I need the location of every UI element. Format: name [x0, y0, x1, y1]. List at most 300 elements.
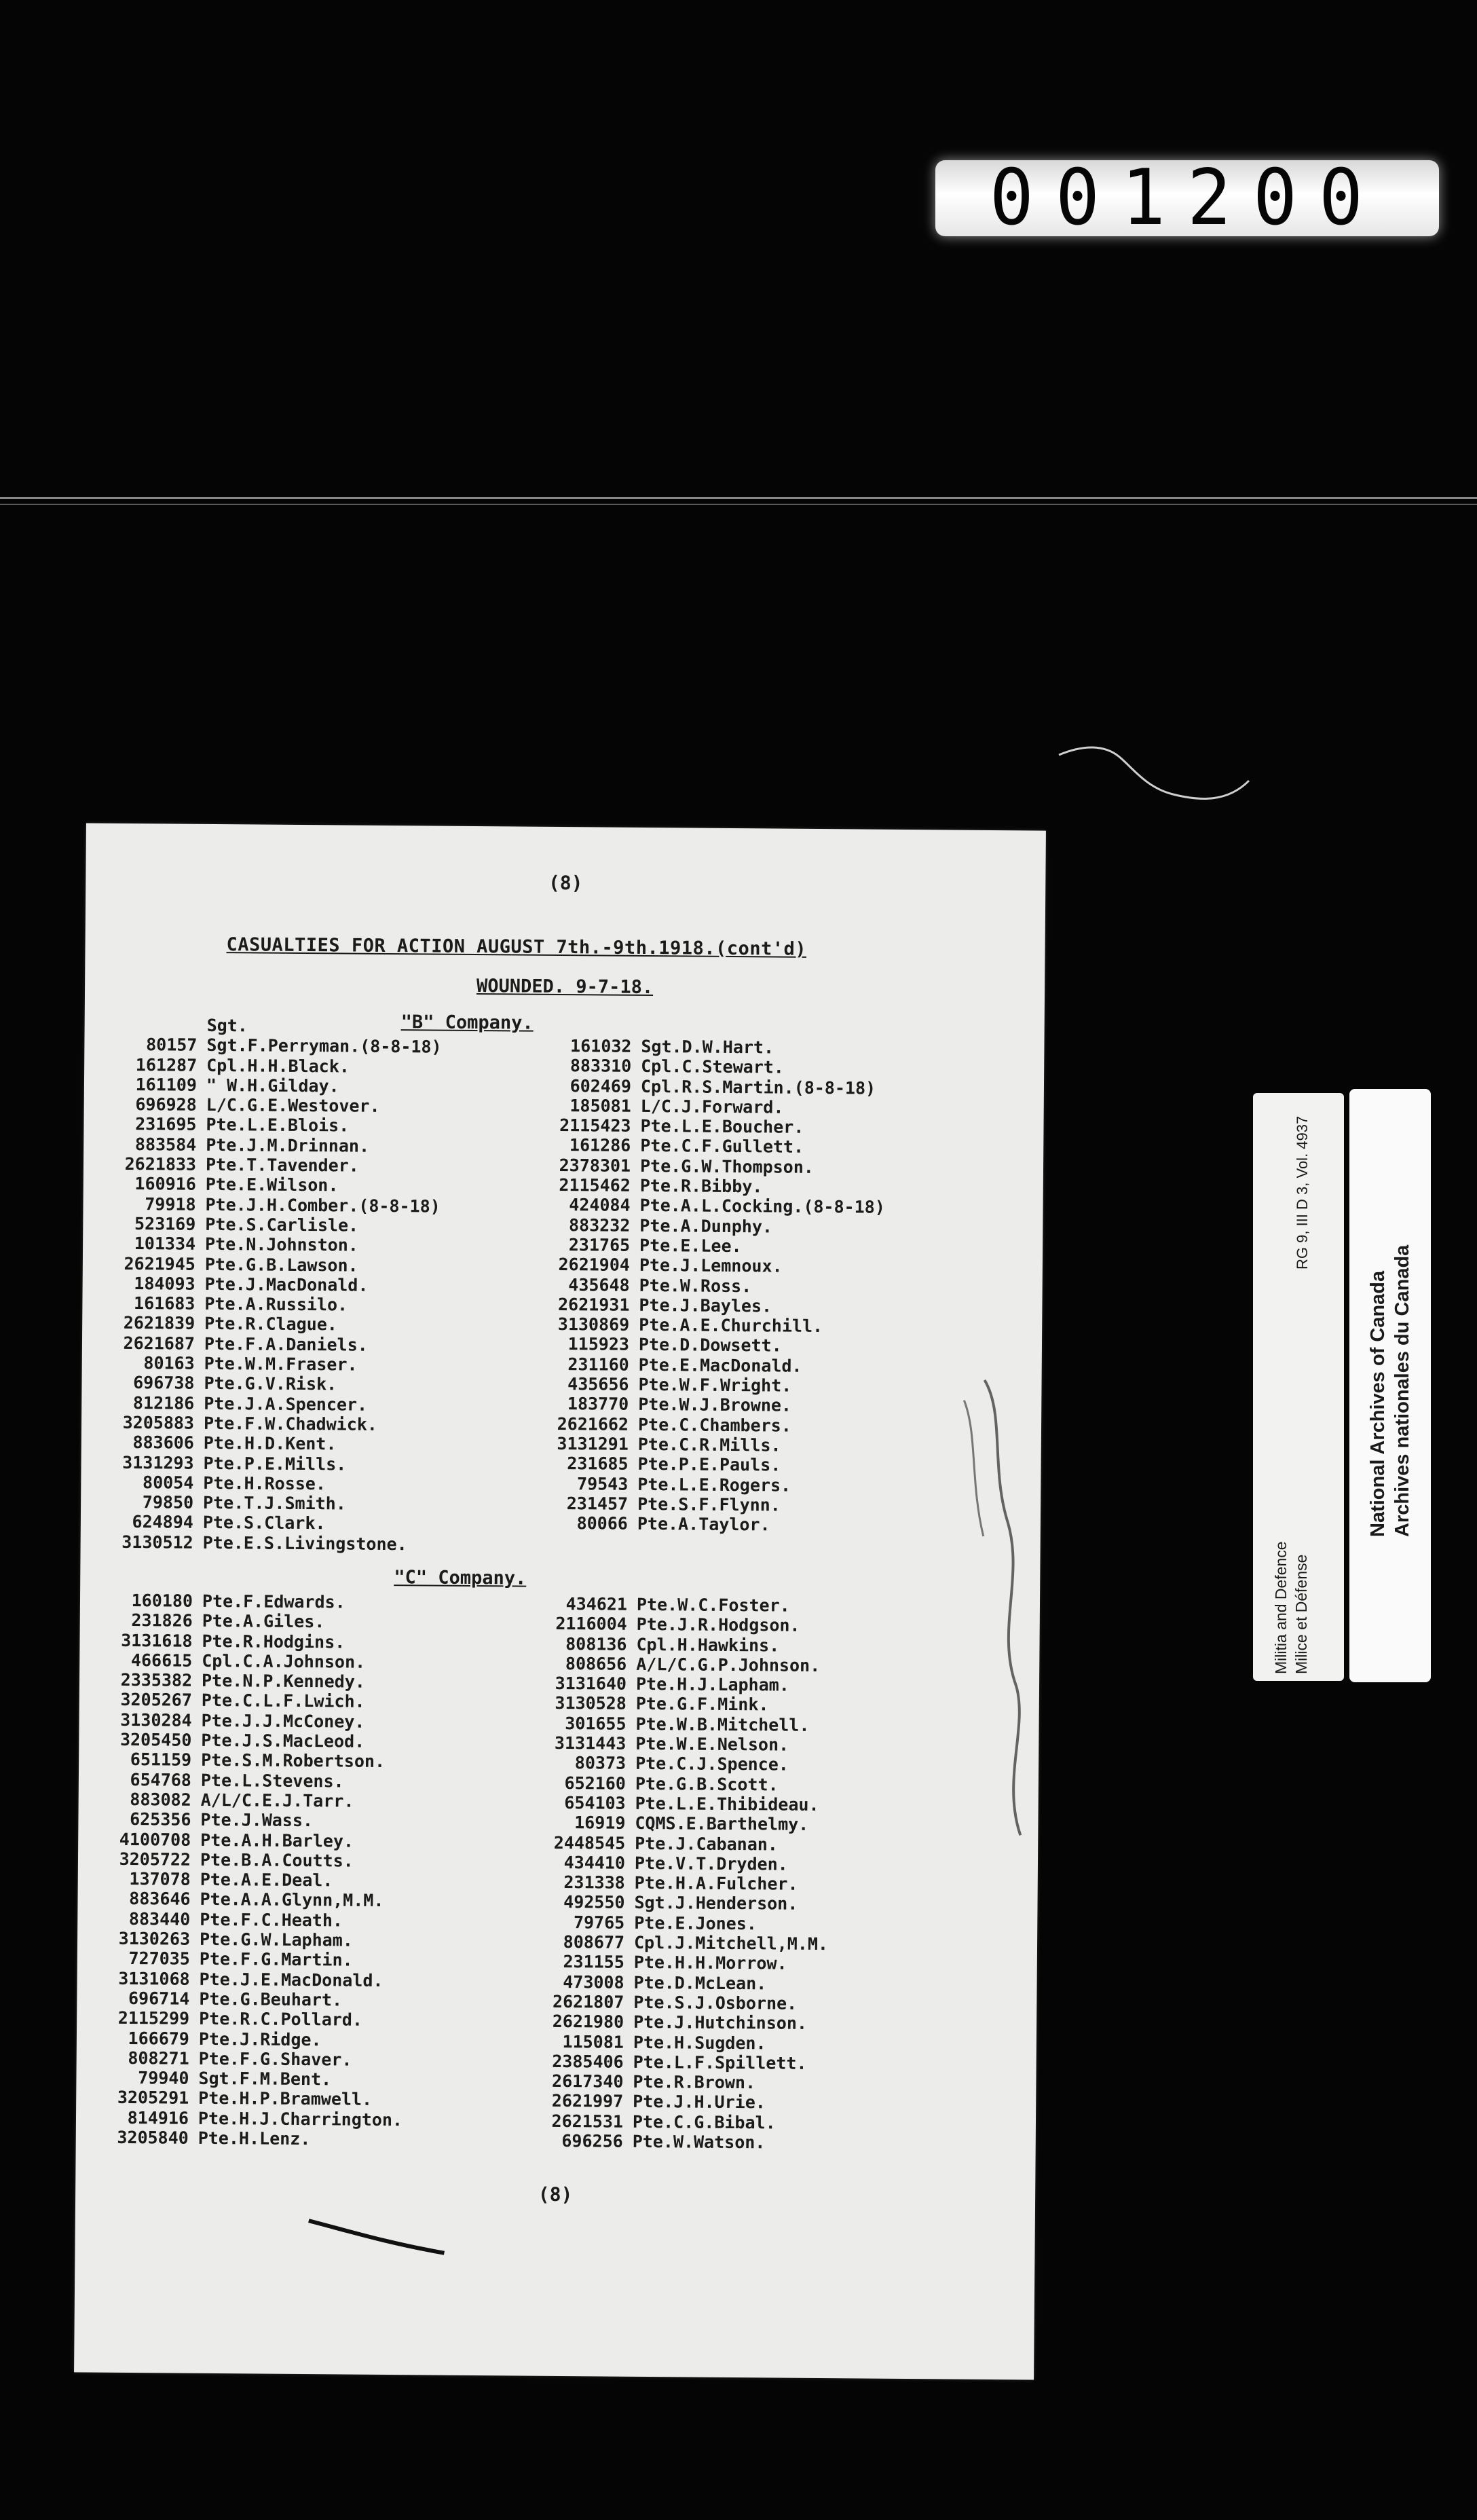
regimental-number: 2385406	[552, 2051, 624, 2072]
regimental-number: 651159	[130, 1749, 192, 1771]
casualty-entry	[115, 1293, 439, 1316]
regimental-number: 434410	[563, 1852, 626, 1873]
regimental-number: 435656	[567, 1374, 629, 1394]
soldier-name: Pte.G.V.Risk.	[204, 1373, 337, 1394]
soldier-name: Pte.L.F.Spillett.	[633, 2052, 807, 2073]
soldier-name: Pte.J.Wass.	[200, 1810, 314, 1831]
regimental-number: 2115462	[559, 1175, 631, 1196]
regimental-number: 115923	[567, 1334, 630, 1355]
casualty-entry	[109, 2068, 403, 2090]
soldier-name: Pte.F.W.Chadwick.	[203, 1413, 378, 1434]
casualty-entry	[117, 1015, 442, 1037]
casualty-entry	[113, 1472, 438, 1495]
regimental-number: 3131068	[118, 1968, 190, 1989]
film-scratch	[1058, 740, 1254, 808]
casualty-entry	[116, 1134, 441, 1157]
soldier-name: Pte.G.F.Mink.	[635, 1694, 769, 1715]
soldier-name: Pte.W.Watson.	[632, 2131, 766, 2153]
casualty-entry	[116, 1154, 441, 1176]
casualty-entry	[112, 1670, 406, 1692]
soldier-name: Pte.E.S.Livingstone.	[202, 1532, 407, 1554]
soldier-name: Cpl.H.Hawkins.	[636, 1634, 780, 1656]
soldier-name: Pte.D.McLean.	[633, 1972, 767, 1994]
casualty-entry	[113, 1492, 438, 1515]
casualty-entry	[111, 1869, 405, 1891]
soldier-name: Pte.A.Russilo.	[204, 1294, 348, 1315]
casualty-entry	[548, 1473, 882, 1496]
regimental-number: 2335382	[120, 1670, 193, 1690]
soldier-name: Pte.J.M.Drinnan.	[206, 1134, 370, 1156]
regimental-number: 652160	[564, 1773, 627, 1794]
casualty-entry	[115, 1234, 440, 1256]
soldier-name: Pte.W.J.Browne.	[638, 1394, 792, 1416]
casualty-entry	[544, 1892, 828, 1914]
casualty-entry	[110, 1909, 404, 1931]
regimental-number: 231826	[131, 1610, 193, 1631]
regimental-number: 3205722	[119, 1849, 191, 1870]
soldier-name: Pte.A.L.Cocking.(8-8-18)	[639, 1196, 885, 1218]
soldier-name: Pte.H.H.Morrow.	[633, 1952, 787, 1974]
casualty-entry	[110, 1929, 404, 1951]
archive-name-card	[1349, 1089, 1431, 1682]
regimental-number: 161683	[134, 1293, 195, 1314]
archive-reference: RG 9, III D 3, Vol. 4937	[1294, 1115, 1311, 1270]
regimental-number: 424084	[569, 1195, 631, 1216]
casualty-entry	[545, 1832, 829, 1855]
document-title: CASUALTIES FOR ACTION AUGUST 7th.-9th.1918.(cont'd)	[226, 934, 807, 960]
soldier-name: Pte.F.Edwards.	[202, 1591, 345, 1612]
soldier-name: Pte.E.Wilson.	[205, 1174, 339, 1196]
casualty-entry	[115, 1353, 439, 1375]
casualty-entry	[110, 1889, 404, 1911]
soldier-name: L/C.J.Forward.	[640, 1096, 784, 1117]
soldier-name: Pte.A.E.Deal.	[200, 1870, 333, 1891]
casualty-entry	[550, 1115, 885, 1138]
frame-number: 001200	[989, 153, 1385, 243]
soldier-name: Pte.F.A.Daniels.	[204, 1333, 368, 1355]
soldier-name: Pte.J.H.Comber.(8-8-18)	[205, 1194, 441, 1217]
casualty-entry	[113, 1532, 438, 1555]
casualty-entry	[546, 1733, 829, 1756]
soldier-name: Pte.R.Hodgins.	[202, 1631, 345, 1652]
casualty-entry	[543, 2091, 827, 2113]
soldier-name: Pte.W.B.Mitchell.	[635, 1713, 810, 1735]
regimental-number: 2621833	[124, 1154, 197, 1174]
casualty-entry	[544, 1952, 828, 1974]
regimental-number: 231160	[567, 1354, 629, 1375]
casualty-entry	[550, 1274, 884, 1297]
soldier-name: Pte.A.Giles.	[202, 1611, 325, 1632]
regimental-number: 2621687	[123, 1333, 195, 1354]
soldier-name: Pte.H.Sugden.	[633, 2032, 766, 2053]
soldier-name: Pte.F.G.Martin.	[199, 1949, 353, 1970]
soldier-name: Pte.H.J.Charrington.	[198, 2108, 403, 2130]
soldier-name: Pte.A.Taylor.	[637, 1514, 770, 1535]
regimental-number: 696256	[561, 2131, 623, 2151]
soldier-name: Pte.D.Dowsett.	[638, 1335, 782, 1356]
casualty-entry	[109, 2108, 403, 2130]
casualty-entry	[548, 1394, 883, 1416]
soldier-name: Pte.F.C.Heath.	[200, 1909, 343, 1931]
casualty-entry	[115, 1333, 439, 1356]
casualty-entry	[114, 1392, 438, 1415]
regimental-number: 435648	[568, 1274, 630, 1295]
casualty-entry	[117, 1094, 441, 1117]
ink-stroke	[305, 2217, 448, 2259]
casualty-entry	[544, 1992, 827, 2014]
casualty-entry	[110, 1968, 404, 1990]
casualty-entry	[546, 1673, 830, 1696]
regimental-number: 80373	[574, 1753, 627, 1774]
soldier-name: Pte.G.W.Lapham.	[199, 1929, 353, 1950]
casualty-entry	[112, 1630, 406, 1652]
regimental-number: 808656	[565, 1653, 627, 1674]
regimental-number: 80163	[143, 1353, 195, 1373]
regimental-number: 183770	[567, 1394, 629, 1415]
soldier-name: Cpl.H.H.Black.	[206, 1055, 350, 1077]
casualty-entry	[112, 1650, 406, 1673]
casualty-entry	[109, 1988, 403, 2011]
casualty-entry	[550, 1135, 885, 1157]
film-separator-line-2	[0, 504, 1477, 505]
casualty-entry	[111, 1829, 405, 1851]
document-subtitle: WOUNDED. 9-7-18.	[476, 976, 654, 999]
soldier-name: Sgt.F.M.Bent.	[198, 2068, 332, 2090]
soldier-name: L/C.G.E.Westover.	[206, 1095, 380, 1117]
soldier-name: Sgt.D.W.Hart.	[641, 1036, 774, 1058]
casualty-entry	[112, 1690, 406, 1712]
casualty-entry	[116, 1174, 441, 1196]
soldier-name: Pte.J.Lemnoux.	[639, 1255, 783, 1276]
regimental-number: 883232	[568, 1215, 631, 1236]
soldier-name: A/L/C.E.J.Tarr.	[200, 1790, 354, 1811]
regimental-number: 654103	[564, 1793, 626, 1813]
soldier-name: CQMS.E.Barthelmy.	[635, 1813, 809, 1835]
casualty-entry	[546, 1693, 830, 1716]
film-separator-line	[0, 497, 1477, 499]
soldier-name: Pte.E.MacDonald.	[638, 1354, 802, 1376]
regimental-number: 3130512	[121, 1532, 193, 1553]
casualty-entry	[548, 1494, 882, 1516]
company-c-right-column	[543, 1594, 831, 2153]
soldier-name: Pte.T.Tavender.	[205, 1154, 359, 1176]
regimental-number: 115081	[562, 2031, 624, 2052]
regimental-number: 3130263	[118, 1928, 191, 1949]
soldier-name: Pte.E.Lee.	[639, 1235, 742, 1257]
regimental-number: 80066	[576, 1513, 629, 1534]
page-number-bottom: (8)	[538, 2183, 573, 2206]
soldier-name: Pte.C.J.Spence.	[635, 1754, 789, 1775]
soldier-name: Pte.B.A.Coutts.	[200, 1849, 354, 1871]
soldier-name: Pte.H.J.Lapham.	[635, 1674, 789, 1695]
regimental-number: 161287	[135, 1054, 198, 1075]
casualty-entry	[548, 1453, 882, 1476]
soldier-name: Pte.H.D.Kent.	[203, 1433, 337, 1454]
soldier-name: Pte.A.Dunphy.	[639, 1215, 773, 1237]
soldier-name: Pte.J.H.Urie.	[633, 2092, 766, 2113]
casualty-entry	[109, 2048, 403, 2071]
regimental-number: 654768	[130, 1769, 192, 1790]
casualty-entry	[543, 2071, 827, 2094]
regimental-number: 602469	[569, 1075, 632, 1096]
soldier-name: Pte.G.W.Thompson.	[639, 1155, 815, 1177]
soldier-name: A/L/C.G.P.Johnson.	[636, 1654, 821, 1675]
casualty-entry	[114, 1373, 438, 1395]
regimental-number: 696928	[135, 1094, 197, 1115]
soldier-name: Pte.C.G.Bibal.	[632, 2111, 776, 2133]
soldier-name: Pte.C.L.F.Lwich.	[201, 1690, 365, 1712]
soldier-name: Pte.W.E.Nelson.	[635, 1733, 789, 1755]
casualty-entry	[544, 1912, 828, 1935]
regimental-number: 80054	[142, 1472, 194, 1493]
regimental-number: 883082	[130, 1790, 191, 1810]
regimental-number: 16919	[574, 1813, 626, 1834]
soldier-name: Pte.H.P.Bramwell.	[198, 2088, 373, 2110]
regimental-number: 185081	[569, 1095, 631, 1116]
soldier-name: Pte.G.B.Scott.	[635, 1773, 779, 1795]
soldier-name: Pte.C.F.Gullett.	[640, 1136, 804, 1157]
soldier-name: Pte.H.Rosse.	[203, 1472, 326, 1494]
soldier-name: Sgt.	[206, 1015, 248, 1036]
casualty-entry	[544, 1971, 827, 1994]
regimental-number: 301655	[565, 1713, 627, 1734]
casualty-entry	[115, 1313, 439, 1335]
page-number-top: (8)	[548, 871, 583, 895]
casualty-entry	[546, 1793, 829, 1815]
regimental-number: 3130284	[120, 1709, 192, 1730]
regimental-number: 79850	[142, 1492, 194, 1513]
regimental-number: 80157	[146, 1035, 198, 1056]
casualty-entry	[114, 1432, 438, 1455]
casualty-entry	[548, 1374, 883, 1396]
regimental-number: 160916	[134, 1174, 196, 1195]
casualty-entry	[551, 1096, 886, 1118]
soldier-name: Pte.J.Cabanan.	[635, 1833, 779, 1855]
regimental-number: 808136	[565, 1633, 627, 1654]
casualty-entry	[544, 2052, 827, 2074]
soldier-name: Pte.S.Carlisle.	[205, 1214, 359, 1236]
regimental-number: 466615	[130, 1650, 193, 1671]
soldier-name: Pte.P.E.Pauls.	[637, 1454, 781, 1475]
soldier-name: Pte.J.E.MacDonald.	[199, 1969, 384, 1990]
regimental-number: 2617340	[551, 2071, 624, 2092]
regimental-number: 137078	[129, 1869, 191, 1889]
soldier-name: Cpl.R.S.Martin.(8-8-18)	[640, 1076, 876, 1098]
soldier-name: Pte.P.E.Mills.	[203, 1453, 347, 1475]
soldier-name: Pte.L.E.Boucher.	[640, 1116, 804, 1137]
casualty-entry	[543, 2111, 827, 2134]
casualty-entry	[109, 2028, 403, 2050]
soldier-name: Pte.J.MacDonald.	[204, 1274, 369, 1295]
casualty-entry	[111, 1790, 405, 1812]
regimental-number: 3131618	[121, 1630, 193, 1651]
regimental-number: 231765	[568, 1235, 631, 1255]
soldier-name: Pte.A.H.Barley.	[200, 1830, 354, 1851]
regimental-number: 625356	[130, 1809, 191, 1830]
soldier-name: Pte.V.T.Dryden.	[634, 1853, 788, 1874]
company-b-right-column	[548, 1036, 886, 1536]
regimental-number: 2621839	[123, 1313, 195, 1334]
casualty-entry	[551, 1036, 886, 1058]
casualty-entry	[109, 2008, 403, 2031]
soldier-name: Pte.E.Jones.	[634, 1912, 758, 1934]
soldier-name: Pte.L.E.Blois.	[206, 1115, 350, 1136]
casualty-entry	[548, 1414, 883, 1437]
soldier-name: Pte.N.Johnston.	[205, 1234, 359, 1255]
soldier-name: Sgt.J.Henderson.	[634, 1893, 798, 1914]
soldier-name: Pte.J.A.Spencer.	[204, 1393, 368, 1415]
regimental-number: 814916	[127, 2107, 189, 2128]
casualty-entry	[113, 1591, 407, 1613]
casualty-entry	[543, 2131, 827, 2153]
casualty-entry	[550, 1155, 885, 1178]
regimental-number: 161109	[135, 1074, 198, 1095]
soldier-name: Pte.A.A.Glynn,M.M.	[200, 1889, 384, 1911]
regimental-number: 2115299	[117, 2008, 190, 2028]
regimental-number: 2621980	[552, 2012, 624, 2032]
archive-reference-card	[1253, 1093, 1344, 1681]
casualty-entry	[545, 1872, 829, 1895]
soldier-name: Pte.C.R.Mills.	[637, 1434, 781, 1456]
casualty-entry	[111, 1849, 405, 1872]
casualty-entry	[544, 2031, 827, 2054]
regimental-number: 883606	[132, 1432, 194, 1453]
soldier-name: Pte.S.Clark.	[202, 1513, 326, 1534]
casualty-list-page	[74, 823, 1046, 2379]
regimental-number: 3130528	[555, 1693, 627, 1714]
casualty-entry	[545, 1853, 829, 1875]
soldier-name: Pte.W.Ross.	[639, 1275, 752, 1296]
regimental-number: 2621531	[551, 2111, 624, 2132]
casualty-entry	[550, 1175, 885, 1198]
regimental-number: 2115423	[559, 1115, 631, 1136]
soldier-name: Pte.R.Brown.	[633, 2071, 756, 2093]
regimental-number: 161286	[569, 1135, 631, 1156]
casualty-entry	[115, 1214, 440, 1236]
regimental-number: 2378301	[559, 1155, 631, 1176]
regimental-number: 434621	[565, 1594, 628, 1614]
soldier-name: Pte.J.Ridge.	[198, 2028, 322, 2050]
casualty-entry	[546, 1753, 829, 1775]
regimental-number: 184093	[134, 1273, 195, 1294]
regimental-number: 812186	[132, 1392, 195, 1413]
soldier-name: Pte.R.C.Pollard.	[199, 2009, 363, 2030]
regimental-number: 696738	[133, 1373, 195, 1394]
soldier-name: Pte.G.Beuhart.	[199, 1988, 343, 2010]
casualty-entry	[117, 1075, 441, 1097]
regimental-number: 3205450	[119, 1729, 192, 1750]
casualty-entry	[111, 1730, 405, 1752]
soldier-name: Pte.J.Hutchinson.	[633, 2012, 808, 2034]
soldier-name: Pte.L.E.Rogers.	[637, 1474, 791, 1496]
casualty-entry	[550, 1235, 884, 1257]
soldier-name: Pte.S.F.Flynn.	[637, 1494, 781, 1515]
regimental-number: 2621945	[124, 1253, 196, 1274]
regimental-number: 727035	[128, 1948, 190, 1969]
soldier-name: Pte.L.Stevens.	[200, 1770, 344, 1792]
soldier-name: Sgt.F.Perryman.(8-8-18)	[206, 1035, 442, 1057]
regimental-number: 231155	[563, 1952, 624, 1973]
soldier-name: Pte.W.F.Wright.	[638, 1374, 792, 1396]
casualty-entry	[551, 1075, 886, 1098]
archive-name-fr: Archives nationales du Canada	[1391, 1244, 1413, 1537]
soldier-name: Pte.G.B.Lawson.	[204, 1254, 358, 1276]
soldier-name: Pte.J.S.MacLeod.	[201, 1730, 365, 1752]
regimental-number: 883310	[569, 1056, 632, 1077]
frame-number-plate	[935, 153, 1439, 243]
regimental-number: 166679	[128, 2028, 190, 2049]
casualty-entry	[550, 1255, 884, 1277]
company-b-left-column	[113, 1015, 442, 1555]
casualty-entry	[114, 1413, 438, 1435]
soldier-name: Cpl.C.Stewart.	[641, 1056, 785, 1077]
regimental-number: 883646	[129, 1889, 191, 1910]
regimental-number: 3131293	[122, 1452, 194, 1473]
regimental-number: 79765	[573, 1912, 625, 1933]
regimental-number: 161032	[570, 1036, 632, 1056]
regimental-number: 231685	[567, 1453, 629, 1475]
regimental-number: 79543	[576, 1473, 629, 1494]
company-heading-c: "C" Company.	[394, 1567, 527, 1589]
regimental-number: 883584	[134, 1134, 197, 1155]
regimental-number: 3205840	[117, 2127, 189, 2148]
soldier-name: Pte.J.R.Hodgson.	[636, 1614, 800, 1636]
soldier-name: Cpl.C.A.Johnson.	[202, 1650, 366, 1672]
casualty-entry	[111, 1749, 405, 1772]
regimental-number: 101334	[134, 1234, 196, 1255]
company-heading-b: "B" Company.	[400, 1012, 534, 1034]
casualty-entry	[113, 1512, 438, 1534]
casualty-entry	[550, 1195, 884, 1217]
soldier-name: Pte.W.C.Foster.	[636, 1594, 790, 1616]
soldier-name: " W.H.Gilday.	[206, 1075, 339, 1096]
regimental-number: 3131291	[557, 1433, 629, 1454]
regimental-number: 2116004	[555, 1614, 627, 1635]
soldier-name: Pte.W.M.Fraser.	[204, 1353, 358, 1375]
casualty-entry	[548, 1434, 883, 1456]
casualty-entry	[111, 1710, 405, 1732]
regimental-number: 2621807	[552, 1991, 624, 2012]
casualty-entry	[549, 1295, 884, 1317]
soldier-name: Pte.F.G.Shaver.	[198, 2048, 352, 2070]
regimental-number: 2621904	[558, 1255, 631, 1276]
regimental-number: 523169	[134, 1214, 196, 1234]
soldier-name: Pte.L.E.Thibideau.	[635, 1793, 819, 1815]
regimental-number: 3130869	[557, 1314, 630, 1335]
department-fr: Milice et Défense	[1292, 1554, 1310, 1674]
regimental-number: 3205267	[120, 1690, 192, 1711]
casualty-entry	[549, 1314, 884, 1337]
soldier-name: Pte.S.M.Robertson.	[201, 1750, 386, 1772]
soldier-name: Pte.H.A.Fulcher.	[634, 1873, 798, 1894]
casualty-entry	[546, 1713, 829, 1736]
casualty-entry	[113, 1452, 438, 1475]
casualty-entry	[109, 2088, 403, 2110]
soldier-name: Pte.R.Clague.	[204, 1314, 337, 1335]
casualty-entry	[115, 1274, 440, 1296]
regimental-number: 808677	[563, 1932, 625, 1952]
casualty-entry	[115, 1194, 440, 1217]
casualty-entry	[549, 1334, 884, 1356]
soldier-name: Pte.H.Lenz.	[198, 2128, 311, 2149]
regimental-number: 883440	[128, 1908, 191, 1929]
casualty-entry	[549, 1354, 884, 1377]
company-c-left-column	[109, 1591, 407, 2150]
casualty-entry	[546, 1773, 829, 1796]
casualty-entry	[551, 1056, 886, 1078]
archive-name-en: National Archives of Canada	[1367, 1270, 1389, 1537]
casualty-entry	[547, 1594, 831, 1616]
